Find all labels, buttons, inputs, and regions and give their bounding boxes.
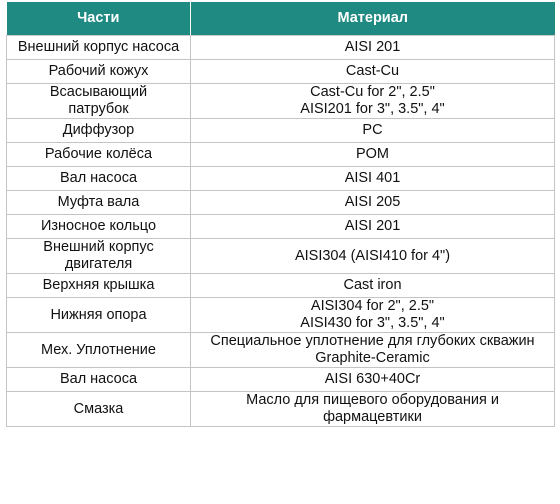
part-cell: Внешний корпус насоса (7, 36, 191, 60)
material-cell: AISI304 (AISI410 for 4") (191, 239, 555, 274)
table-row (7, 84, 555, 119)
table-row (7, 274, 555, 298)
table-row (7, 167, 555, 191)
table-row (7, 191, 555, 215)
material-cell: AISI 401 (191, 167, 555, 191)
material-cell: AISI 205 (191, 191, 555, 215)
material-cell: AISI 630+40Cr (191, 368, 555, 392)
table-row (7, 298, 555, 333)
part-cell: Износное кольцо (7, 215, 191, 239)
table-row (7, 215, 555, 239)
table-header-row (7, 2, 555, 36)
part-cell: Внешний корпус двигателя (7, 239, 191, 274)
material-cell: Специальное уплотнение для глубоких скважин Graphite-Ceramic (191, 333, 555, 368)
material-cell: Масло для пищевого оборудования и фармацевтики (191, 392, 555, 427)
table-row (7, 392, 555, 427)
material-cell: AISI 201 (191, 215, 555, 239)
table-row (7, 143, 555, 167)
part-cell: Всасывающий патрубок (7, 84, 191, 119)
material-cell: Cast-Cu for 2", 2.5" AISI201 for 3", 3.5", 4" (191, 84, 555, 119)
table-row (7, 368, 555, 392)
part-cell: Смазка (7, 392, 191, 427)
part-cell: Нижняя опора (7, 298, 191, 333)
header-material: Материал (191, 2, 555, 36)
material-cell: AISI304 for 2", 2.5" AISI430 for 3", 3.5", 4" (191, 298, 555, 333)
table-row (7, 36, 555, 60)
table-row (7, 60, 555, 84)
table-row (7, 119, 555, 143)
part-cell: Мех. Уплотнение (7, 333, 191, 368)
materials-table (6, 2, 555, 427)
material-cell: AISI 201 (191, 36, 555, 60)
material-cell: Cast-Cu (191, 60, 555, 84)
header-parts: Части (7, 2, 191, 36)
part-cell: Вал насоса (7, 167, 191, 191)
part-cell: Диффузор (7, 119, 191, 143)
table-row (7, 239, 555, 274)
part-cell: Рабочие колёса (7, 143, 191, 167)
material-cell: PC (191, 119, 555, 143)
material-cell: Cast iron (191, 274, 555, 298)
table-row (7, 333, 555, 368)
material-cell: POM (191, 143, 555, 167)
part-cell: Рабочий кожух (7, 60, 191, 84)
part-cell: Вал насоса (7, 368, 191, 392)
part-cell: Верхняя крышка (7, 274, 191, 298)
part-cell: Муфта вала (7, 191, 191, 215)
